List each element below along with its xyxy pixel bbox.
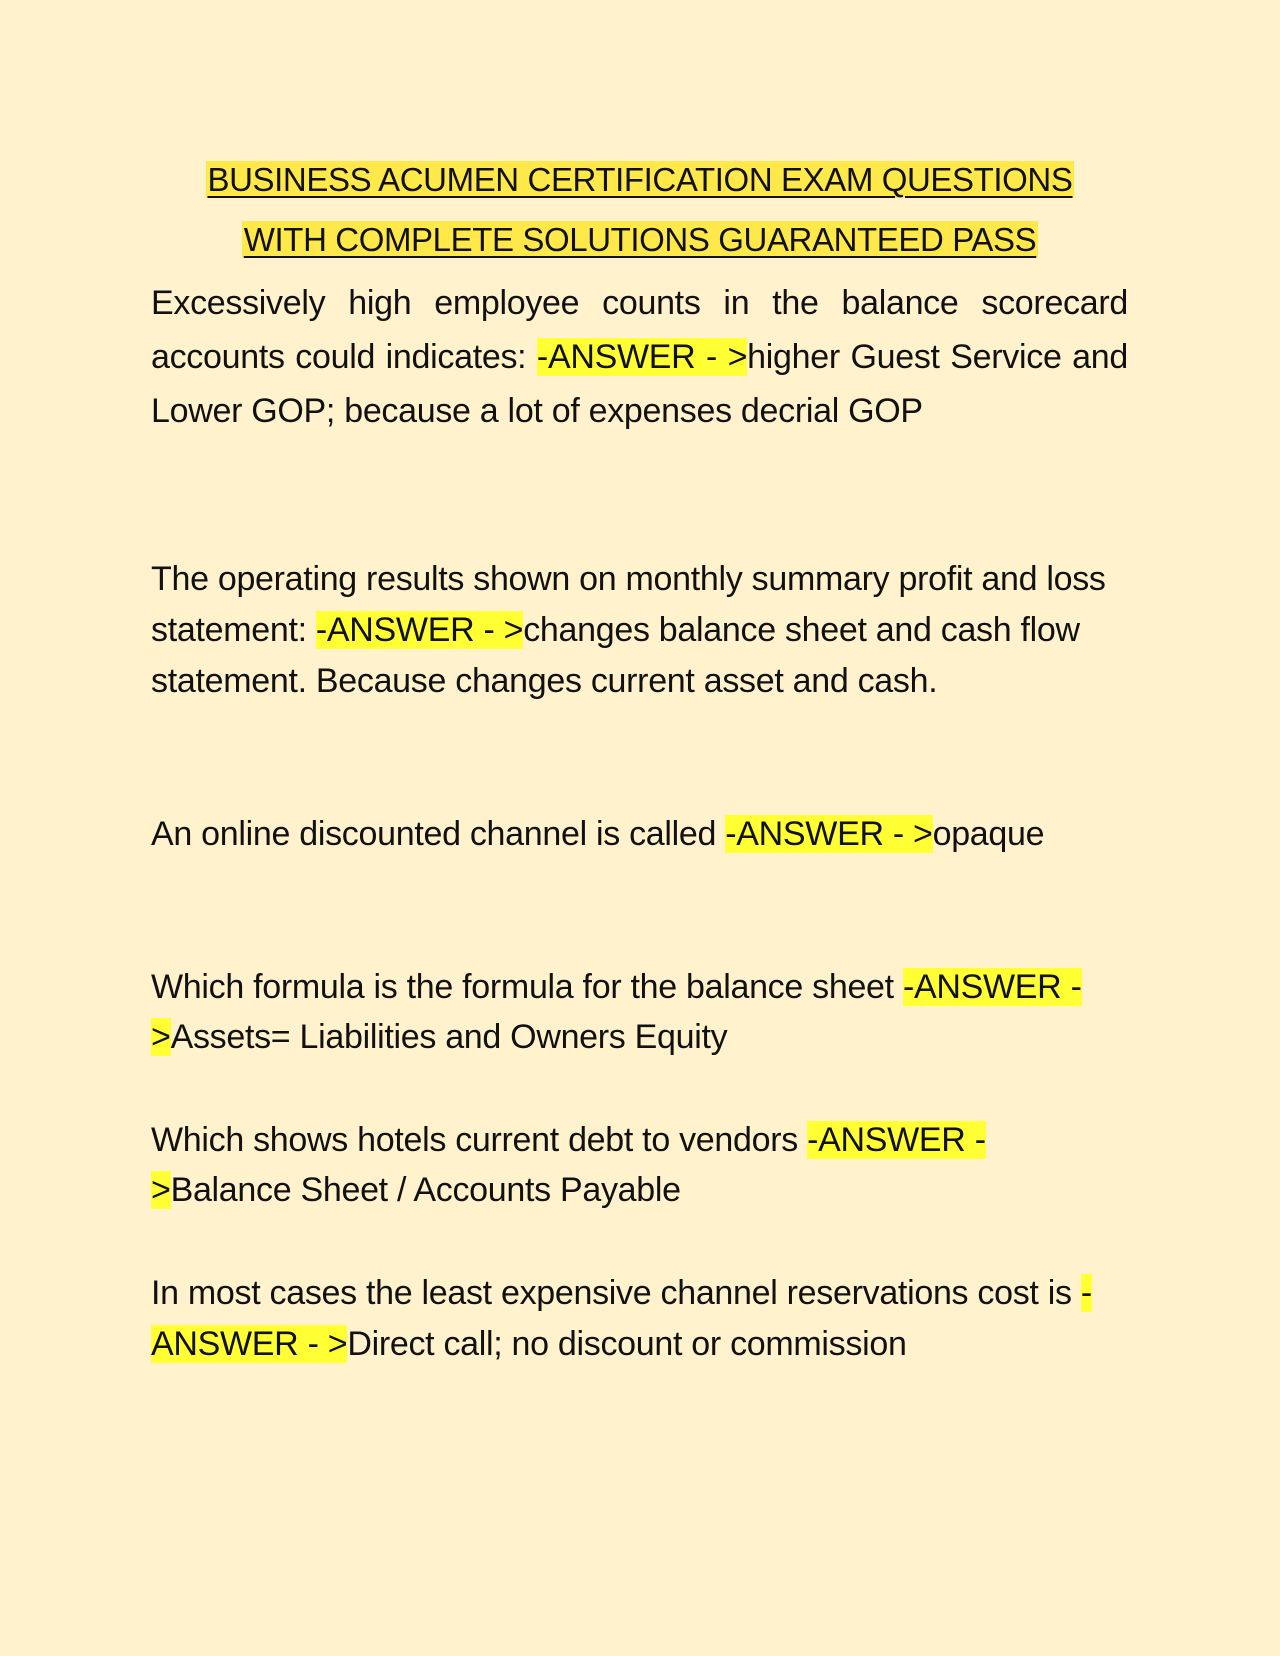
answer-text: Assets= Liabilities and Owners Equity: [170, 1018, 728, 1056]
answer-text: higher Guest Service and Lower GOP; because a lot of expenses decrial GOP: [151, 338, 1129, 430]
question-text: An online discounted channel is called: [151, 815, 726, 853]
question-text: Which formula is the formula for the balance sheet: [151, 968, 903, 1006]
answer-marker: -ANSWER - >: [151, 968, 1082, 1056]
answer-text: Balance Sheet / Accounts Payable: [170, 1171, 681, 1209]
qa-entry-5: [151, 1115, 1128, 1215]
title-line-2-text: WITH COMPLETE SOLUTIONS GUARANTEED PASS: [243, 221, 1037, 258]
answer-text: opaque: [932, 815, 1045, 853]
answer-marker: -ANSWER - >: [315, 611, 524, 649]
qa-entry-3: [151, 809, 1128, 859]
title-line-1-text: BUSINESS ACUMEN CERTIFICATION EXAM QUESTIONS: [207, 161, 1073, 198]
qa-entry-1: [151, 276, 1128, 438]
answer-marker: -ANSWER - >: [536, 338, 748, 376]
question-text: In most cases the least expensive channel reservations cost is: [151, 1274, 1081, 1312]
answer-text: changes balance sheet and cash flow statement. Because changes current asset and cash.: [151, 611, 1080, 700]
qa-entry-4: [151, 962, 1128, 1062]
answer-text: Direct call; no discount or commission: [347, 1325, 907, 1363]
question-text: The operating results shown on monthly summary profit and loss statement:: [151, 560, 1106, 649]
title-line-2: [150, 210, 1130, 270]
answer-marker: -ANSWER - >: [151, 1121, 986, 1209]
answer-marker: -ANSWER - >: [725, 815, 933, 853]
question-text: Which shows hotels current debt to vendors: [151, 1121, 808, 1159]
title-line-1: [150, 150, 1130, 210]
question-text: Excessively high employee counts in the balance scorecard accounts could indicates:: [151, 284, 1128, 376]
answer-marker: -ANSWER - >: [151, 1274, 1092, 1363]
document-title: [150, 150, 1130, 270]
qa-entry-2: [151, 554, 1128, 707]
qa-entry-6: [151, 1268, 1128, 1370]
